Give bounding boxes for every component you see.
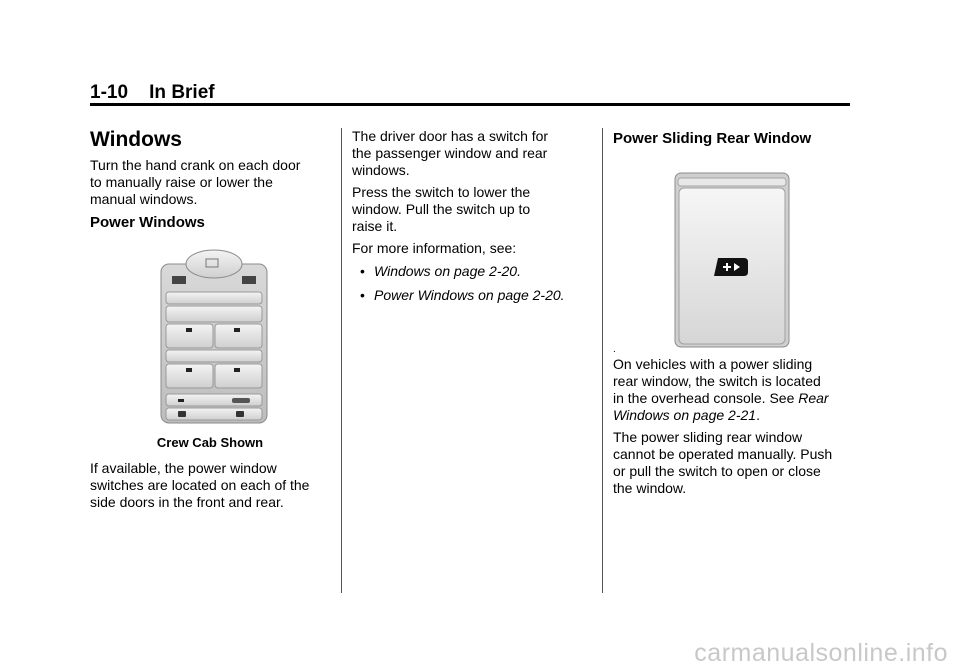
- text-line: On vehicles with a power sliding: [613, 356, 813, 372]
- reference-link-windows[interactable]: [360, 263, 521, 280]
- power-windows-location-text: [90, 460, 340, 511]
- power-windows-heading: Power Windows: [90, 214, 205, 231]
- bullet-icon: •: [360, 287, 365, 303]
- text-line: window. Pull the switch up to: [352, 201, 531, 217]
- text-line: Turn the hand crank on each door: [90, 157, 301, 173]
- text-line: the passenger window and rear: [352, 145, 548, 161]
- text-line: The power sliding rear window: [613, 429, 803, 445]
- link-text[interactable]: Windows on page 2-20.: [374, 263, 521, 279]
- driver-switch-text: [352, 128, 588, 179]
- section-title: In Brief: [149, 82, 215, 103]
- page-header: [90, 82, 215, 104]
- column-divider-right: [602, 128, 603, 593]
- text-line: rear window, the switch is located: [613, 373, 821, 389]
- bullet-icon: •: [360, 263, 365, 279]
- rear-window-switch-illustration: [674, 172, 790, 348]
- text-line: raise it.: [352, 218, 398, 234]
- figure-caption: Crew Cab Shown: [156, 435, 264, 450]
- punctuation: .: [756, 407, 760, 423]
- stray-mark: .: [613, 344, 616, 355]
- text-line: Press the switch to lower the: [352, 184, 531, 200]
- header-rule: [90, 103, 850, 106]
- more-info-text: For more information, see:: [352, 240, 517, 256]
- text-line: or pull the switch to open or close: [613, 463, 821, 479]
- power-window-switch-illustration: [160, 244, 268, 424]
- text-line: windows.: [352, 162, 410, 178]
- windows-intro: [90, 157, 330, 208]
- switch-operation-text: [352, 184, 588, 235]
- rear-windows-link-continued[interactable]: Windows on page 2-21: [613, 407, 757, 423]
- power-sliding-rear-window-heading: Power Sliding Rear Window: [613, 130, 812, 147]
- text-line: The driver door has a switch for: [352, 128, 549, 144]
- reference-link-power-windows[interactable]: [360, 287, 565, 304]
- column-divider-left: [341, 128, 342, 593]
- text-line: to manually raise or lower the: [90, 174, 273, 190]
- windows-heading: Windows: [90, 128, 182, 151]
- text-line: cannot be operated manually. Push: [613, 446, 833, 462]
- text-line: manual windows.: [90, 191, 198, 207]
- text-line: in the overhead console. See: [613, 390, 799, 406]
- link-text[interactable]: Power Windows on page 2-20.: [374, 287, 565, 303]
- rear-window-location-text: [613, 356, 858, 424]
- page-number: 1-10: [90, 82, 129, 103]
- watermark: carmanualsonline.info: [694, 639, 948, 667]
- text-line: If available, the power window: [90, 460, 277, 476]
- rear-window-operation-text: [613, 429, 858, 497]
- text-line: side doors in the front and rear.: [90, 494, 284, 510]
- text-line: switches are located on each of the: [90, 477, 310, 493]
- text-line: the window.: [613, 480, 687, 496]
- rear-windows-link[interactable]: Rear: [798, 390, 829, 406]
